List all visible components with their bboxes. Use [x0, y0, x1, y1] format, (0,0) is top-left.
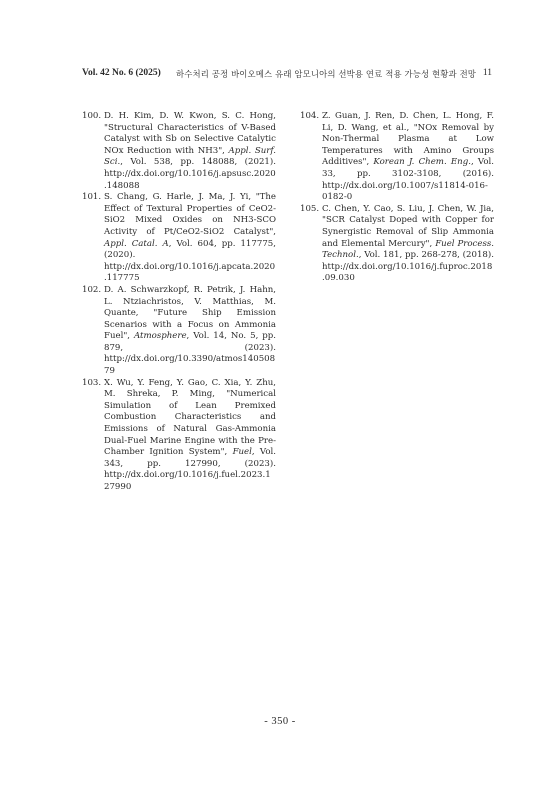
page-number-label: - 350 -	[264, 716, 296, 727]
reference-text	[104, 111, 276, 192]
reference-number: 101.	[82, 192, 102, 203]
reference-number: 103.	[82, 377, 102, 388]
reference-journal: Appl. Catal. A	[104, 238, 169, 249]
reference-number: 100.	[82, 111, 102, 121]
reference-text	[322, 204, 494, 285]
reference-details: , Vol. 14, No. 5, pp. 879, (2023). http://dx.doi.org/10.3390/atmos14050879	[104, 331, 277, 377]
reference-authors-title: Z. Guan, J. Ren, D. Chen, L. Hong, F. Li, D. Wang, et al., "NOx Removal by Non-Thermal Plasma at Low Temperatures with Amino Groups Additives",	[322, 111, 494, 168]
reference-item	[300, 204, 494, 285]
reference-text	[104, 285, 276, 378]
running-header	[82, 66, 492, 82]
reference-number: 105.	[300, 203, 320, 214]
reference-journal: Fuel	[232, 447, 252, 458]
reference-details: , Vol. 181, pp. 268-278, (2018). http://dx.doi.org/10.1016/j.fuproc.2018.09.030	[322, 250, 494, 284]
reference-item	[82, 285, 276, 378]
reference-number: 104.	[300, 111, 320, 121]
reference-journal: Korean J. Chem. Eng.	[373, 157, 471, 168]
page-footer	[0, 716, 560, 727]
reference-details: , Vol. 538, pp. 148088, (2021). http://dx.doi.org/10.1016/j.apsusc.2020.148088	[104, 157, 276, 191]
reference-journal: Fuel Process. Technol.	[322, 238, 494, 261]
reference-authors-title: X. Wu, Y. Feng, Y. Gao, C. Xia, Y. Zhu, M. Shreka, P. Ming, "Numerical Simulation of Lean Premixed Combustion Characteristics and Emissions of Natural Gas-Ammonia Dual-Fuel Marine Engine with the Pre-Chamber Ignition System",	[104, 377, 276, 458]
reference-journal: Appl. Surf. Sci.	[104, 145, 276, 168]
reference-authors-title: D. H. Kim, D. W. Kwon, S. C. Hong, "Structural Characteristics of V-Based Catalyst with Sb on Selective Catalytic NOx Reduction with NH3",	[104, 111, 276, 156]
reference-authors-title: C. Chen, Y. Cao, S. Liu, J. Chen, W. Jia, "SCR Catalyst Doped with Copper for Synergistic Removal of Slip Ammonia and Elemental Mercury",	[322, 203, 494, 249]
reference-authors-title: D. A. Schwarzkopf, R. Petrik, J. Hahn, L. Ntziachristos, V. Matthias, M. Quante, "Future Ship Emission Scenarios with a Focus on Ammonia Fuel",	[104, 284, 276, 342]
reference-number: 102.	[82, 284, 102, 295]
reference-item	[300, 111, 494, 204]
reference-column-left	[82, 111, 276, 494]
header-page-number: 11	[482, 68, 492, 78]
reference-text	[104, 192, 276, 285]
reference-details: , Vol. 604, pp. 117775, (2020). http://dx.doi.org/10.1016/j.apcata.2020.117775	[104, 238, 276, 284]
reference-item	[82, 192, 276, 285]
reference-details: , Vol. 33, pp. 3102-3108, (2016). http://dx.doi.org/10.1007/s11814-016-0182-0	[322, 157, 494, 203]
reference-details: , Vol. 343, pp. 127990, (2023). http://dx.doi.org/10.1016/j.fuel.2023.127990	[104, 447, 276, 492]
reference-item	[82, 378, 276, 494]
reference-text	[104, 378, 276, 494]
reference-text	[322, 111, 494, 204]
reference-journal: Atmosphere	[133, 331, 187, 342]
reference-authors-title: S. Chang, G. Harle, J. Ma, J. Yi, "The Effect of Textural Properties of CeO2-SiO2 Mixed Oxides on NH3-SCO Activity of Pt/CeO2-SiO2 Catalyst",	[104, 192, 276, 237]
journal-volume: Vol. 42 No. 6 (2025)	[82, 68, 161, 78]
reference-item	[82, 111, 276, 192]
reference-column-right	[300, 111, 494, 285]
running-title: 하수처리 공정 바이오메스 유래 암모니아의 선박용 연료 적용 가능성 현황과 전망	[176, 69, 477, 79]
